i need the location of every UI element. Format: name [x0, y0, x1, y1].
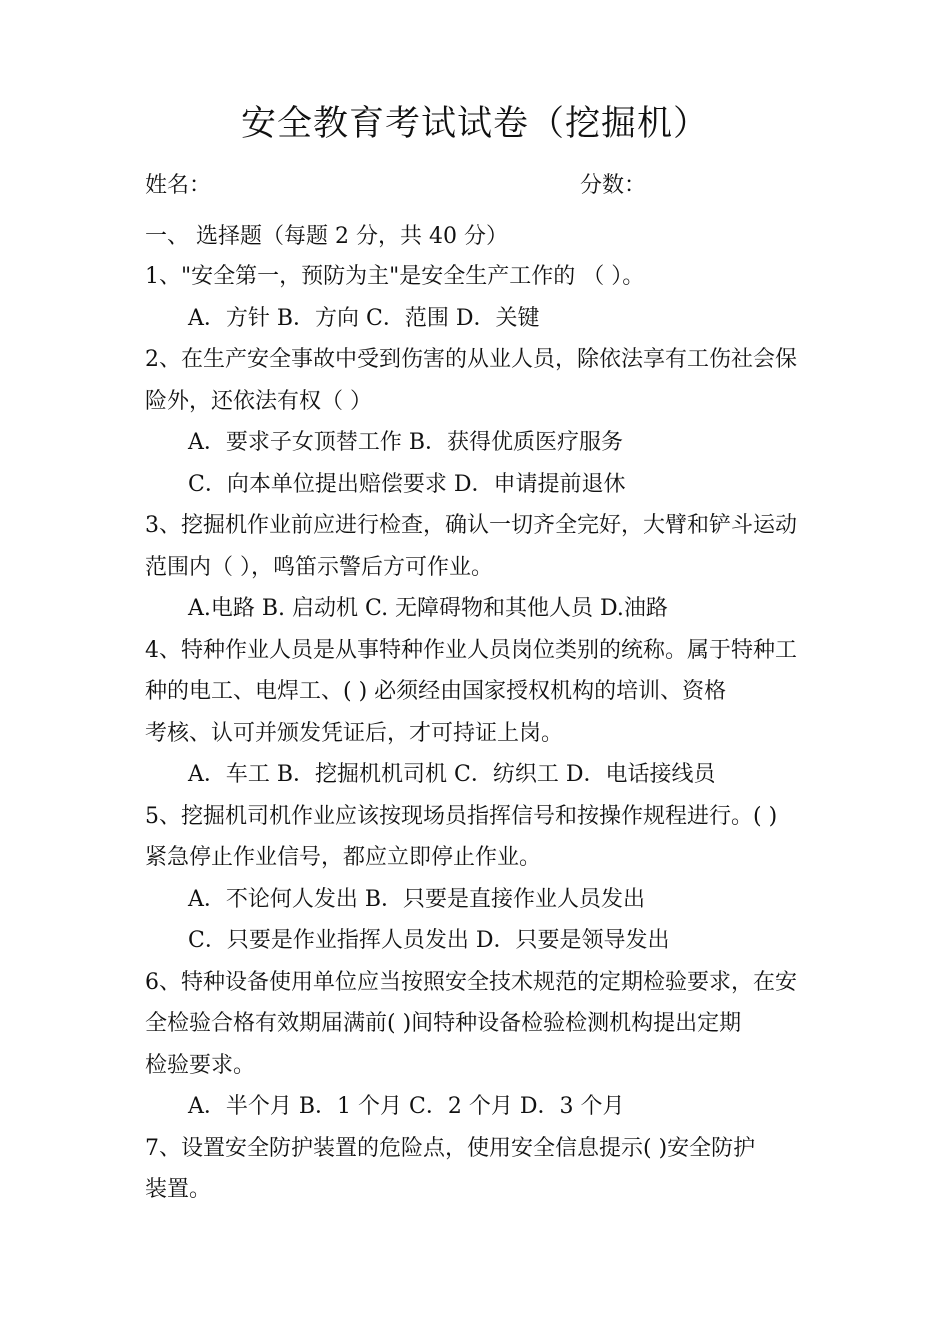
question-7-line-2: 装置。	[145, 1177, 212, 1202]
question-1-line-1: 1、"安全第一，预防为主"是安全生产工作的 （ ）。	[145, 264, 645, 289]
question-3-line-1: 3、挖掘机作业前应进行检查，确认一切齐全完好，大臂和铲斗运动	[145, 513, 797, 538]
name-label: 姓名：	[145, 173, 212, 198]
question-4-line-1: 4、特种作业人员是从事特种作业人员岗位类别的统称。属于特种工	[145, 638, 797, 663]
question-4-options-1: A．车工 B．挖掘机机司机 C．纺织工 D．电话接线员	[188, 762, 716, 787]
question-6-line-2: 全检验合格有效期届满前( )间特种设备检验检测机构提出定期	[145, 1011, 742, 1036]
question-5-options-2: C．只要是作业指挥人员发出 D．只要是领导发出	[188, 928, 670, 953]
question-5-options-1: A．不论何人发出 B．只要是直接作业人员发出	[188, 887, 646, 912]
question-6-line-1: 6、特种设备使用单位应当按照安全技术规范的定期检验要求，在安	[145, 970, 797, 995]
score-label: 分数：	[580, 173, 647, 198]
section-heading: 一、 选择题（每题 2 分，共 40 分）	[145, 224, 508, 249]
question-5-line-2: 紧急停止作业信号，都应立即停止作业。	[145, 845, 542, 870]
question-2-line-2: 险外，还依法有权（ ）	[145, 389, 372, 414]
question-3-options-1: A.电路 B. 启动机 C. 无障碍物和其他人员 D.油路	[188, 596, 668, 621]
question-2-line-1: 2、在生产安全事故中受到伤害的从业人员，除依法享有工伤社会保	[145, 347, 797, 372]
page-title: 安全教育考试试卷（挖掘机）	[240, 104, 709, 144]
question-2-options-1: A．要求子女顶替工作 B．获得优质医疗服务	[188, 430, 624, 455]
question-2-options-2: C．向本单位提出赔偿要求 D．申请提前退休	[188, 472, 626, 497]
question-6-line-3: 检验要求。	[145, 1053, 256, 1078]
question-7-line-1: 7、设置安全防护装置的危险点，使用安全信息提示( )安全防护	[145, 1136, 756, 1161]
question-1-options-1: A．方针 B．方向 C．范围 D．关键	[188, 306, 540, 331]
question-4-line-2: 种的电工、电焊工、( ) 必须经由国家授权机构的培训、资格	[145, 679, 727, 704]
question-5-line-1: 5、挖掘机司机作业应该按现场员指挥信号和按操作规程进行。( )	[145, 804, 778, 829]
question-4-line-3: 考核、认可并颁发凭证后，才可持证上岗。	[145, 721, 564, 746]
question-3-line-2: 范围内（ ），鸣笛示警后方可作业。	[145, 555, 493, 580]
question-6-options-1: A．半个月 B．1 个月 C．2 个月 D．3 个月	[188, 1094, 625, 1119]
